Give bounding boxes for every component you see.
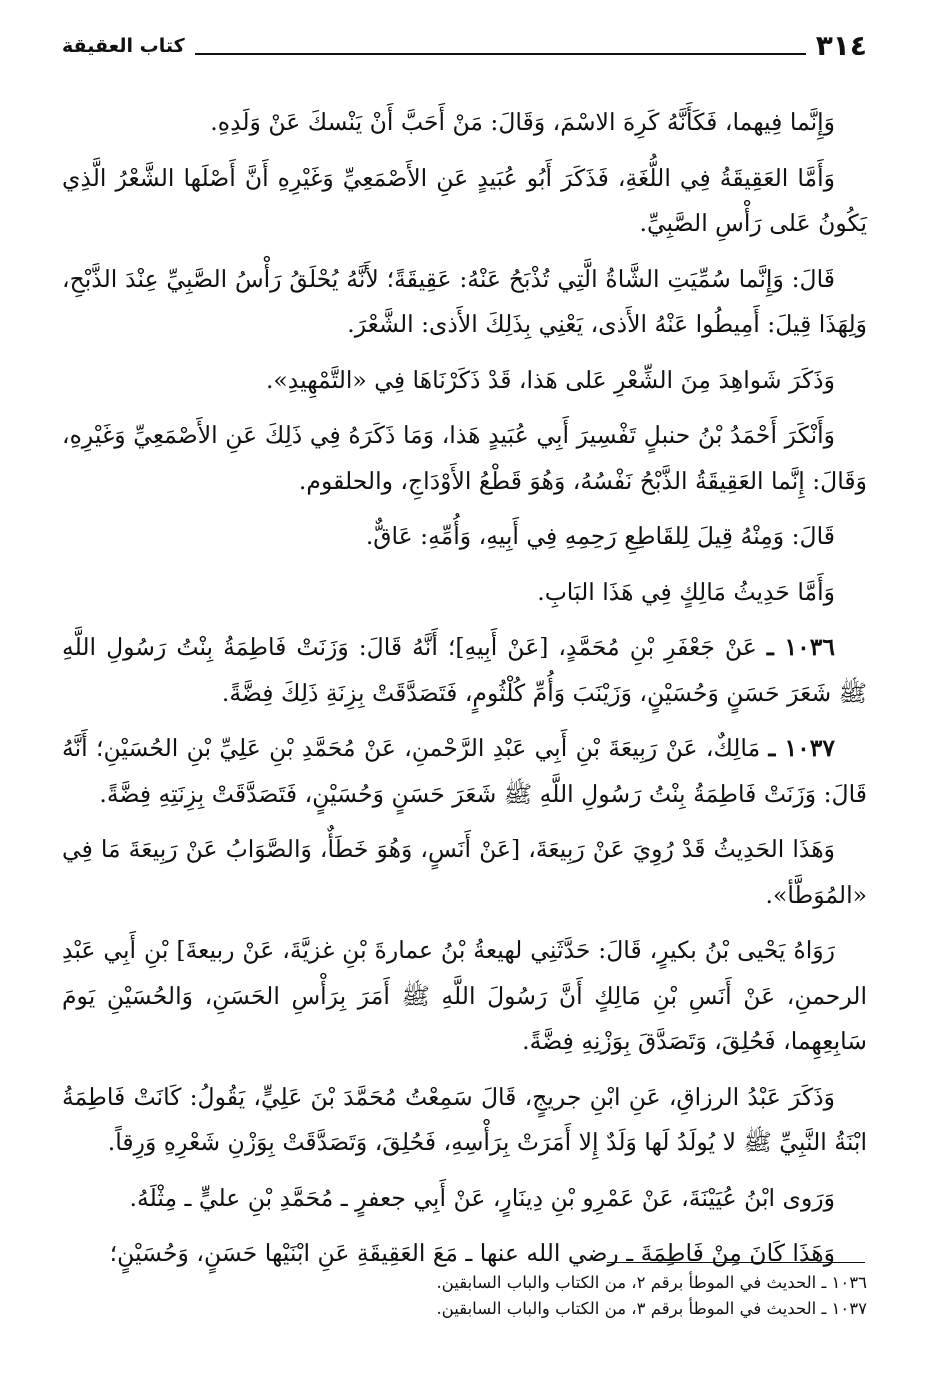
paragraph: وَرَوى ابْنُ عُيَيْنَةَ، عَنْ عَمْرِو بْنِ دِينَارٍ، عَنْ أَبِي جعفرٍ ـ مُحَمَّدِ بْنِ عليٍّ ـ مِثْلَهُ. (129, 1183, 835, 1212)
paragraph: وَأَمَّا العَقِيقَةُ فِي اللُّغَةِ، فَذَكَرَ أَبُو عُبَيدٍ عَنِ الأَصْمَعِيِّ وَغَيْرِهِ أَنَّ أَصْلَها الشَّعْرُ الَّذِي يَكُونُ عَلى رَأْسِ الصَّبِيِّ. (62, 163, 867, 237)
paragraph: وَهَذَا كَانَ مِنْ فَاطِمَةَ ـ رضي الله عنها ـ مَعَ العَقِيقَةِ عَنِ ابْنَيْها حَسَنٍ، وَحُسَيْنٍ؛ (109, 1239, 835, 1267)
hadith-text: عَنْ جَعْفَرِ بْنِ مُحَمَّدٍ، [عَنْ أَبِيهِ]؛ أَنَّهُ قَالَ: وَزَنَتْ فَاطِمَةُ بِنْتُ رَسُولِ اللَّهِ ﷺ شَعَرَ حَسَنٍ وَحُسَيْنٍ، وَزَيْنَبَ وَأُمِّ كُلْثُومٍ، فَتَصَدَّقَتْ بِزِنَةِ ذَلِكَ فِضَّةً. (62, 633, 867, 707)
paragraph: وَهَذَا الحَدِيثُ قَدْ رُوِيَ عَنْ رَبِيعَةَ، [عَنْ أَنَسٍ، وَهُوَ خَطَأٌ، وَالصَّوَابُ عَنْ رَبِيعَةَ مَا فِي «المُوَطَّأ». (62, 835, 867, 909)
footnotes (62, 1270, 867, 1322)
paragraph: قَالَ: وَإِنَّما سُمِّيَتِ الشَّاةُ الَّتِي تُذْبَحُ عَنْهُ: عَقِيقَةً؛ لأَنَّهُ يُحْلَقُ رَأْسُ الصَّبِيِّ عِنْدَ الذَّبْحِ، وَلِهَذَا قِيلَ: أَمِيطُوا عَنْهُ الأَذى، يَعْنِي بِذَلِكَ الأَذى: الشَّعْرَ. (62, 264, 867, 338)
paragraph: وَأَنْكَرَ أَحْمَدُ بْنُ حنبلٍ تَفْسِيرَ أَبِي عُبَيدٍ هَذا، وَمَا ذَكَرَهُ فِي ذَلِكَ عَنِ الأَصْمَعِيِّ وَغَيْرِهِ، وَقَالَ: إِنَّما العَقِيقَةُ الذَّبْحُ نَفْسُهُ، وَهُوَ قَطْعُ الأَوْدَاجِ، والحلقوم. (62, 421, 867, 495)
footnote: ١٠٣٧ ـ الحديث في الموطأ برقم ٣، من الكتاب والباب السابقين. (436, 1299, 867, 1318)
hadith-1036 (62, 625, 867, 716)
hadith-text: مَالِكٌ، عَنْ رَبِيعَةَ بْنِ أَبِي عَبْدِ الرَّحْمنِ، عَنْ مُحَمَّدِ بْنِ عَلِيِّ بْنِ الحُسَيْنِ؛ أَنَّهُ قَالَ: وَزَنَتْ فَاطِمَةُ بِنْتُ رَسُولِ اللَّهِ ﷺ شَعَرَ حَسَنٍ وَحُسَيْنٍ، فَتَصَدَّقَتْ بِزِنَتِهِ فِضَّةً. (62, 734, 867, 808)
paragraph: وَإِنَّما فِيهما، فَكَأَنَّهُ كَرِهَ الاسْمَ، وَقَالَ: مَنْ أَحَبَّ أَنْ يَنْسكَ عَنْ وَلَدِهِ. (210, 108, 835, 136)
paragraph: رَوَاهُ يَحْيى بْنُ بكيرٍ، قَالَ: حَدَّثَنِي لهيعةُ بْنُ عمارةَ بْنِ غزيَّةَ، عَنْ ربيعةَ] بْنِ أَبِي عَبْدِ الرحمنِ، عَنْ أَنَسِ بْنِ مَالِكٍ أَنَّ رَسُولَ اللَّهِ ﷺ أَمَرَ بِرَأْسِ الحَسَنِ، وَالحُسَيْنِ يَومَ سَابِعِهِما، فَحُلِقَ، وَتَصَدَّقَ بِوَزْنِهِ فِضَّةً. (62, 936, 867, 1055)
hadith-number: ١٠٣٧ ـ (768, 734, 835, 762)
paragraph: وَأَمَّا حَدِيثُ مَالِكٍ فِي هَذَا البَابِ. (537, 577, 835, 606)
paragraph: وَذَكَرَ شَواهِدَ مِنَ الشِّعْرِ عَلى هَذا، قَدْ ذَكَرْنَاهَا فِي «التَّمْهِيدِ». (265, 365, 835, 394)
body-text (62, 100, 867, 1287)
footnote: ١٠٣٦ ـ الحديث في الموطأ برقم ٢، من الكتاب والباب السابقين. (436, 1273, 867, 1292)
paragraph: قَالَ: وَمِنْهُ قِيلَ لِلقَاطِعِ رَحِمِهِ فِي أَبِيهِ، وَأُمِّهِ: عَاقٌّ. (365, 522, 835, 550)
book-title: كتاب العقيقة (62, 35, 185, 57)
page-number: ٣١٤ (815, 29, 867, 62)
hadith-1037 (62, 726, 867, 817)
header-rule (195, 53, 806, 55)
running-header (62, 24, 867, 64)
paragraph: وَذَكَرَ عَبْدُ الرزاقِ، عَنِ ابْنِ جريجٍ، قَالَ سَمِعْتُ مُحَمَّدَ بْنَ عَلِيٍّ، يَقُولُ: كَانَتْ فَاطِمَةُ ابْنَةُ النَّبِيِّ ﷺ لا يُولَدُ لَها وَلَدٌ إِلا أَمَرَتْ بِرَأْسِهِ، فَحُلِقَ، وَتَصَدَّقَتْ بِوَزْنِ شَعْرِهِ وَرِقاً. (62, 1082, 867, 1156)
hadith-number: ١٠٣٦ ـ (766, 633, 835, 661)
footnote-rule (607, 1262, 865, 1263)
